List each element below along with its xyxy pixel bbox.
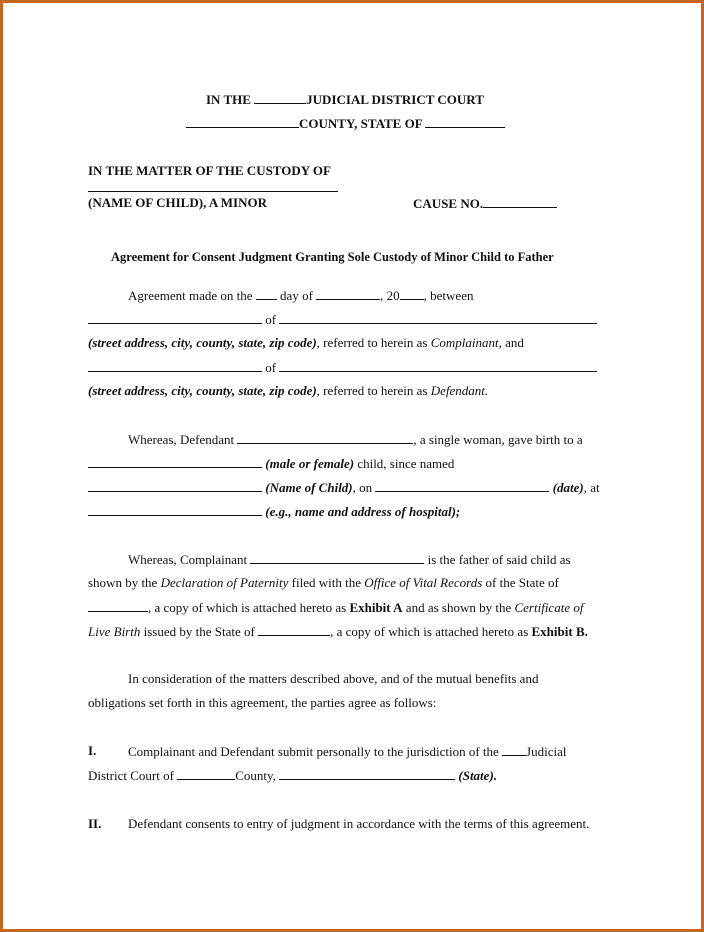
- hospital-line: [88, 503, 460, 520]
- complainant-blank: [250, 551, 424, 564]
- text: Live Birth: [88, 624, 141, 639]
- district-blank: [502, 743, 526, 756]
- county-blank: [186, 115, 299, 128]
- text: , between: [423, 288, 474, 303]
- text: (street address, city, county, state, zip code): [88, 335, 317, 350]
- text: (State).: [458, 768, 498, 783]
- text: Defendant.: [430, 383, 489, 398]
- sex-blank: [88, 455, 262, 468]
- complainant-name-blank: [88, 311, 262, 324]
- agreement-made-line: [128, 287, 473, 304]
- exhibit-a-line: [88, 599, 583, 616]
- header-court: JUDICIAL DISTRICT COURT: [306, 92, 484, 107]
- date-blank: [375, 479, 549, 492]
- hospital-blank: [88, 503, 262, 516]
- court-header-line2: [186, 115, 505, 132]
- text: Complainant,: [430, 335, 502, 350]
- section-1-number: I.: [88, 743, 97, 758]
- text: shown by the: [88, 575, 158, 590]
- text: , a single woman, gave birth to a: [413, 432, 583, 447]
- text: (e.g., name and address of hospital);: [265, 504, 461, 519]
- text: and: [505, 335, 524, 350]
- text: day of: [280, 288, 313, 303]
- cause-no-label: CAUSE NO.: [413, 196, 484, 211]
- state-of-declaration-blank: [88, 599, 148, 612]
- defendant-address-blank: [279, 359, 597, 372]
- child-name-line: [88, 191, 338, 192]
- text: , at: [583, 480, 600, 495]
- cause-no: [413, 195, 557, 212]
- text: Agreement made on the: [128, 288, 253, 303]
- text: child, since named: [357, 456, 455, 471]
- text: Whereas, Complainant: [128, 552, 248, 567]
- text: County,: [235, 768, 276, 783]
- text: , on: [352, 480, 373, 495]
- document-page: [3, 3, 701, 929]
- child-name-blank: [88, 479, 262, 492]
- header-county-state: COUNTY, STATE OF: [299, 116, 423, 131]
- text: Exhibit B.: [531, 624, 588, 639]
- text: , referred to herein as: [316, 383, 428, 398]
- court-header-line1: [206, 91, 484, 108]
- agreement-title: Agreement for Consent Judgment Granting Sole Custody of Minor Child to Father: [111, 250, 554, 264]
- text: (male or female): [265, 456, 355, 471]
- defendant-blank: [237, 431, 413, 444]
- text: (Name of Child): [265, 480, 353, 495]
- month-blank: [316, 287, 380, 300]
- text: filed with the: [291, 575, 361, 590]
- section-1-line1: [128, 743, 566, 760]
- text: Certificate of: [514, 600, 584, 615]
- text: Office of Vital Records: [364, 575, 483, 590]
- text: Exhibit A: [349, 600, 403, 615]
- text: Complainant and Defendant submit personally to the jurisdiction of the: [128, 744, 499, 759]
- text: (date): [552, 480, 584, 495]
- matter-custody-of: IN THE MATTER OF THE CUSTODY OF: [88, 163, 331, 178]
- complainant-address-line: [88, 335, 524, 351]
- defendant-name-blank: [88, 359, 262, 372]
- state-blank: [425, 115, 505, 128]
- complainant-name-line: [88, 311, 597, 328]
- text: issued by the State of: [143, 624, 255, 639]
- name-of-child-label: (NAME OF CHILD), A MINOR: [88, 195, 267, 210]
- cause-no-blank: [483, 195, 557, 208]
- year-blank: [400, 287, 424, 300]
- text: of: [265, 312, 277, 327]
- defendant-address-line: [88, 383, 488, 399]
- text: of: [265, 360, 277, 375]
- header-in-the: IN THE: [206, 92, 251, 107]
- text: Whereas, Defendant: [128, 432, 235, 447]
- consideration-line1: In consideration of the matters described above, and of the mutual benefits and: [128, 671, 539, 686]
- defendant-name-line: [88, 359, 597, 376]
- whereas-defendant-line: [128, 431, 583, 448]
- section-2-number: II.: [88, 816, 102, 831]
- child-sex-line: [88, 455, 454, 472]
- text: , a copy of which is attached hereto as: [148, 600, 347, 615]
- exhibit-b-line: [88, 623, 588, 640]
- text: of the State of: [485, 575, 559, 590]
- state-of-birth-blank: [258, 623, 330, 636]
- text: District Court of: [88, 768, 174, 783]
- section-1-line2: [88, 767, 497, 784]
- whereas-complainant-line: [128, 551, 571, 568]
- district-number-blank: [254, 91, 306, 104]
- text: Judicial: [526, 744, 567, 759]
- consideration-line2: obligations set forth in this agreement, the parties agree as follows:: [88, 695, 437, 710]
- text: , referred to herein as: [316, 335, 428, 350]
- text: (street address, city, county, state, zip code): [88, 383, 317, 398]
- court-county-blank: [177, 767, 235, 780]
- text: , 20: [380, 288, 400, 303]
- text: Declaration of Paternity: [160, 575, 289, 590]
- section-2-text: Defendant consents to entry of judgment in accordance with the terms of this agreement.: [128, 816, 590, 831]
- child-name-date-line: [88, 479, 600, 496]
- text: , a copy of which is attached hereto as: [330, 624, 529, 639]
- day-blank: [256, 287, 277, 300]
- text: is the father of said child as: [427, 552, 571, 567]
- declaration-line: [88, 575, 559, 591]
- text: and as shown by the: [405, 600, 512, 615]
- court-state-blank: [279, 767, 455, 780]
- complainant-address-blank: [279, 311, 597, 324]
